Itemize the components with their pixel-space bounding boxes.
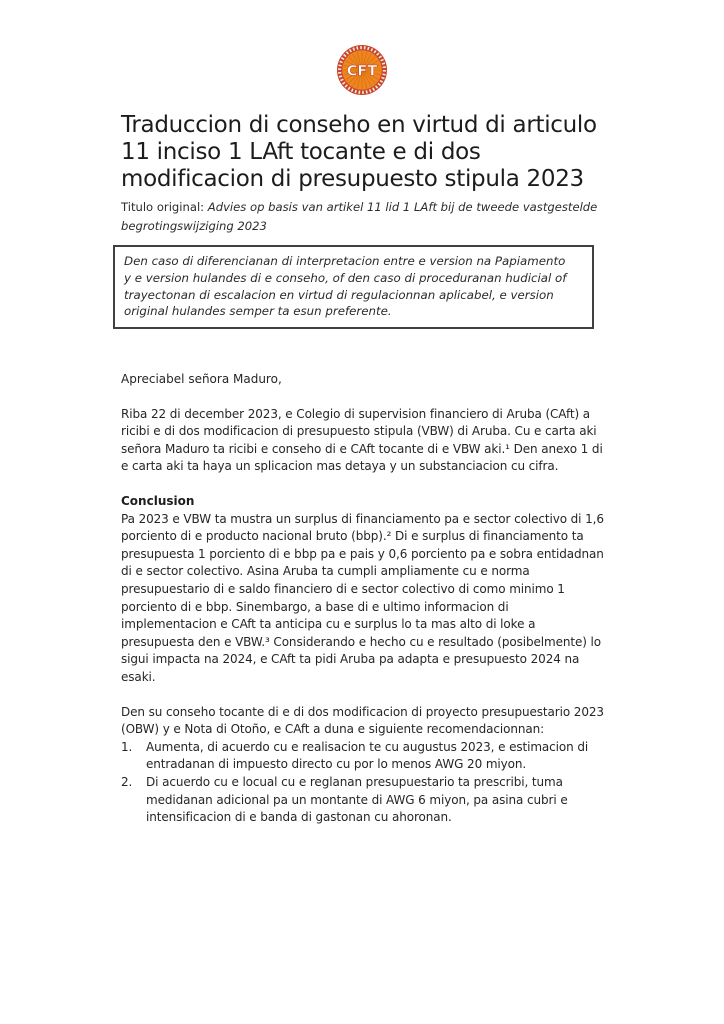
recommendation-1-number: 1. <box>121 739 133 754</box>
page-title-line-3: modificacion di presupuesto stipula 2023 <box>121 166 584 192</box>
salutation: Apreciabel señora Maduro, <box>121 372 282 387</box>
original-title-text: Advies op basis van artikel 11 lid 1 LAft bij de tweede vastgestelde begrotingswijziging 2023 <box>121 200 598 233</box>
intro-paragraph: Riba 22 di december 2023, e Colegio di supervision financiero di Aruba (CAft) a ricibi e di dos modificacion di presupuesto stipula (VBW) di Aruba. Cu e carta aki señora Maduro ta ricibi e conseho di e CAft tocante di e VBW aki.¹ Den anexo 1 di e carta aki ta haya un splicacion mas detaya y un substanciacion cu cifra. <box>121 406 603 474</box>
recommendation-1-text: Aumenta, di acuerdo cu e realisacion te cu augustus 2023, e estimacion di entradanan di impuesto directo cu por lo menos AWG 20 miyon. <box>146 739 589 772</box>
recommendations-intro: Den su conseho tocante di e di dos modificacion di proyecto presupuestario 2023 (OBW) y e Nota di Otoño, e CAft a duna e siguiente recomendacionnan: <box>121 704 604 737</box>
original-title-label: Titulo original: <box>121 200 208 214</box>
page-title <box>121 112 605 193</box>
page-title-line-1: Traduccion di conseho en virtud di articulo <box>121 112 597 138</box>
cft-seal-icon <box>336 44 388 96</box>
recommendation-2-text: Di acuerdo cu e locual cu e reglanan presupuestario ta prescribi, tuma medidanan adicional pa un montante di AWG 6 miyon, pa asina cubri e intensificacion di e banda di gastonan cu ahoronan. <box>146 774 568 825</box>
cft-logo-letters: CFT <box>346 63 378 80</box>
letter-content <box>121 112 605 827</box>
recommendations-list <box>121 739 605 827</box>
conclusion-heading: Conclusion <box>121 494 195 509</box>
language-preference-notice-box: Den caso di diferencianan di interpretacion entre e version na Papiamento y e version hulandes di e conseho, of den caso di proceduranan hudicial of trayectonan di escalacion en virtud di regulacionnan aplicabel, e version original hulandes semper ta esun preferente. <box>113 245 594 329</box>
original-title-subtitle <box>121 198 605 236</box>
cft-logo <box>0 44 724 96</box>
recommendation-2-number: 2. <box>121 774 133 789</box>
page-title-line-2: 11 inciso 1 LAft tocante e di dos <box>121 139 481 165</box>
recommendation-item-2 <box>121 774 605 827</box>
recommendation-item-1 <box>121 739 605 774</box>
conclusion-paragraph: Pa 2023 e VBW ta mustra un surplus di financiamento pa e sector colectivo di 1,6 porciento di e producto nacional bruto (bbp).² Di e surplus di financiamento ta presupuesta 1 porciento di e bbp pa e pais y 0,6 porciento pa e sobra entidadnan di e sector colectivo. Asina Aruba ta cumpli ampliamente cu e norma presupuestario di e saldo financiero di e sector colectivo di como minimo 1 porciento di e bbp. Sinembargo, a base di e ultimo informacion di implementacion e CAft ta anticipa cu e surplus lo ta mas alto di loke a presupuesta den e VBW.³ Considerando e hecho cu e resultado (posibelmente) lo sigui impacta na 2024, e CAft ta pidi Aruba pa adapta e presupuesto 2024 na esaki. <box>121 511 604 684</box>
